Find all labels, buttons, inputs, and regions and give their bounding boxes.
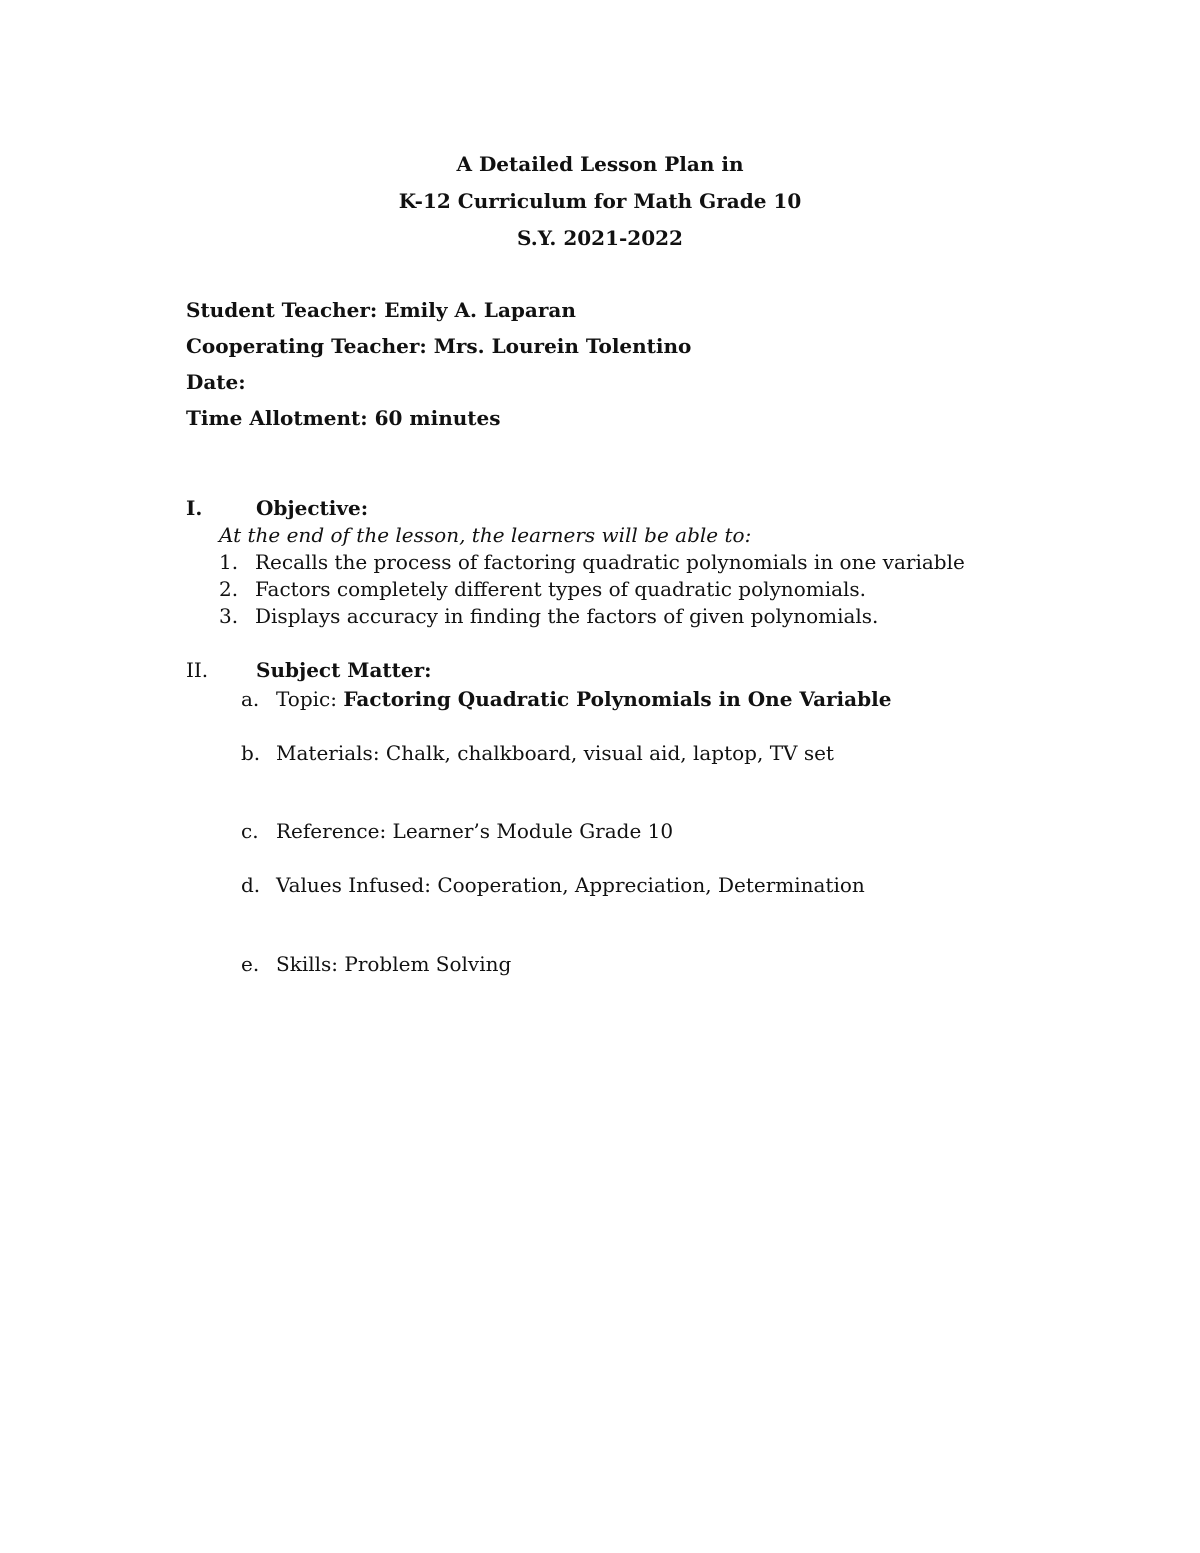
date-label: Date:: [186, 370, 246, 394]
time-allotment: Time Allotment: 60 minutes: [186, 406, 501, 430]
objective-marker: 1.: [219, 550, 239, 574]
subject-marker: c.: [241, 819, 259, 843]
topic-label: Topic:: [276, 687, 344, 711]
doc-subtitle: K-12 Curriculum for Math Grade 10: [398, 189, 802, 213]
subject-marker: d.: [241, 873, 261, 897]
objective-item: Displays accuracy in finding the factors of given polynomials.: [255, 604, 879, 628]
subject-item-values: Values Infused: Cooperation, Appreciation, Determination: [276, 873, 865, 897]
subject-item-reference: Reference: Learner’s Module Grade 10: [276, 819, 674, 843]
section-heading-objective: Objective:: [256, 496, 369, 520]
subject-marker: b.: [241, 741, 261, 765]
objective-marker: 2.: [219, 577, 239, 601]
objective-item: Factors completely different types of quadratic polynomials.: [255, 577, 867, 601]
doc-title: A Detailed Lesson Plan in: [456, 152, 744, 176]
student-teacher: Student Teacher: Emily A. Laparan: [186, 298, 576, 322]
section-numeral-objective: I.: [186, 496, 203, 520]
cooperating-teacher: Cooperating Teacher: Mrs. Lourein Tolentino: [186, 334, 692, 358]
objective-item: Recalls the process of factoring quadratic polynomials in one variable: [255, 550, 965, 574]
topic-line: [276, 686, 891, 712]
school-year: S.Y. 2021-2022: [517, 226, 683, 250]
objective-intro: At the end of the lesson, the learners will be able to:: [219, 523, 752, 547]
section-numeral-subject-matter: II.: [186, 658, 209, 682]
subject-marker: e.: [241, 952, 260, 976]
topic-value: Factoring Quadratic Polynomials in One Variable: [343, 687, 892, 711]
subject-item-materials: Materials: Chalk, chalkboard, visual aid, laptop, TV set: [276, 741, 834, 765]
section-heading-subject-matter: Subject Matter:: [256, 658, 432, 682]
objective-marker: 3.: [219, 604, 239, 628]
subject-marker: a.: [241, 687, 260, 711]
subject-item-skills: Skills: Problem Solving: [276, 952, 512, 976]
